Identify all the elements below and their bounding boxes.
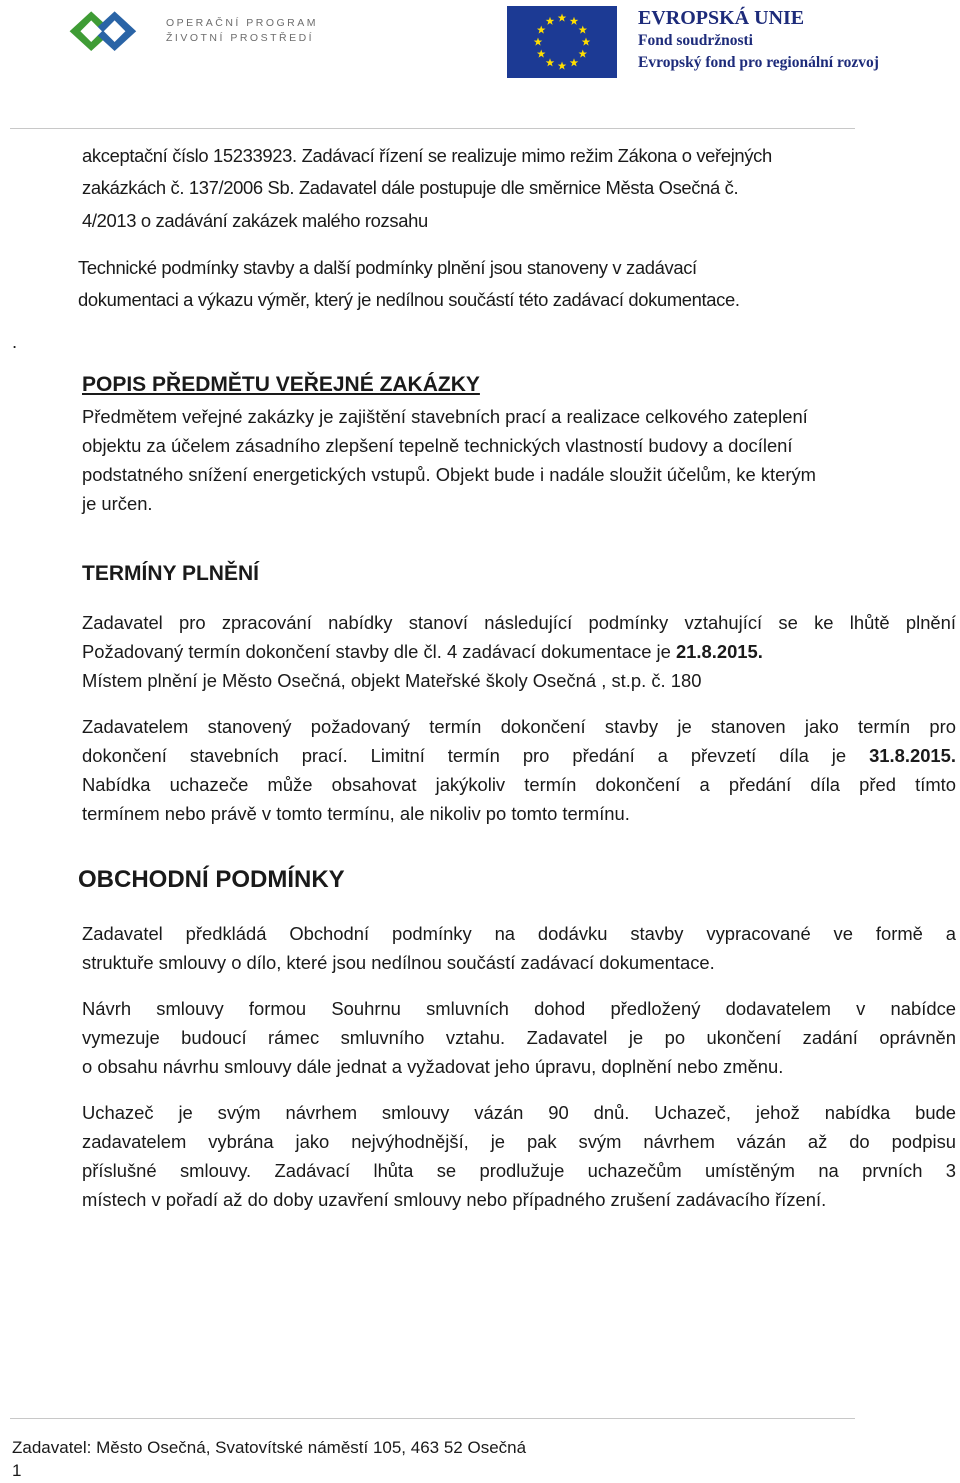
intro-line-5: dokumentaci a výkazu výměr, který je nedílnou součástí této zadávací dokumentace. xyxy=(78,289,740,310)
eu-star-icon xyxy=(582,38,591,46)
eu-star-icon xyxy=(558,14,567,22)
obchodni-p3-line-3: příslušné smlouvy. Zadávací lhůta se prodlužuje uchazečům umístěným na prvních 3 xyxy=(82,1160,956,1181)
handover-date: 31.8.2015. xyxy=(869,745,956,766)
terminy-line-3: Místem plnění je Město Osečná, objekt Mateřské školy Osečná , st.p. č. 180 xyxy=(82,670,702,691)
obchodni-p1-line-2: struktuře smlouvy o dílo, které jsou nedílnou součástí zadávací dokumentace. xyxy=(82,952,715,973)
terminy-p2-line-2 xyxy=(82,741,956,770)
eu-star-icon xyxy=(558,62,567,70)
eu-star-icon xyxy=(546,17,555,25)
intro-line-2: zakázkách č. 137/2006 Sb. Zadavatel dále postupuje dle směrnice Města Osečná č. xyxy=(82,177,739,198)
footer-divider xyxy=(10,1418,855,1419)
completion-date: 21.8.2015. xyxy=(675,641,763,662)
eu-fund-line-1: Fond soudržnosti xyxy=(638,32,753,49)
terminy-p2-line-3: Nabídka uchazeče může obsahovat jakýkoliv termín dokončení a předání díla před tímto xyxy=(82,774,956,795)
popis-line-3: podstatného snížení energetických vstupů. Objekt bude i nadále sloužit účelům, ke kterým xyxy=(82,464,816,485)
eu-star-icon xyxy=(546,58,555,66)
terminy-line-2-text: Požadovaný termín dokončení stavby dle čl. 4 zadávací dokumentace je xyxy=(82,641,676,662)
op-logo-mark-icon xyxy=(66,6,166,54)
eu-star-icon xyxy=(579,26,588,34)
eu-flag-icon xyxy=(507,6,617,78)
eu-star-icon xyxy=(570,17,579,25)
popis-line-1: Předmětem veřejné zakázky je zajištění stavebních prací a realizace celkového zateplení xyxy=(82,406,808,427)
op-line-1: OPERAČNÍ PROGRAM xyxy=(166,17,319,29)
intro-line-3: 4/2013 o zadávání zakázek malého rozsahu xyxy=(82,210,428,231)
page-number: 1 xyxy=(12,1461,22,1480)
terminy-p2-line-1: Zadavatelem stanovený požadovaný termín dokončení stavby je stanoven jako termín pro xyxy=(82,716,956,737)
obchodni-p3-line-4: místech v pořadí až do doby uzavření smlouvy nebo případného zrušení zadávacího řízení. xyxy=(82,1189,827,1210)
eu-star-icon xyxy=(534,38,543,46)
op-line-2: ŽIVOTNÍ PROSTŘEDÍ xyxy=(166,31,315,44)
eu-star-icon xyxy=(537,50,546,58)
popis-line-2: objektu za účelem zásadního zlepšení tepelně technických vlastností budovy a docílení xyxy=(82,435,793,456)
eu-star-icon xyxy=(570,58,579,66)
terminy-p2-line-4: termínem nebo právě v tomto termínu, ale nikoliv po tomto termínu. xyxy=(82,803,630,824)
eu-title: EVROPSKÁ UNIE xyxy=(638,7,805,29)
obchodni-p2-line-3: o obsahu návrhu smlouvy dále jednat a vyžadovat jeho úpravu, doplnění nebo změnu. xyxy=(82,1056,784,1077)
eu-fund-text xyxy=(638,6,879,74)
terminy-line-1: Zadavatel pro zpracování nabídky stanoví následující podmínky vztahující se ke lhůtě plnění xyxy=(82,612,956,633)
footer-address: Zadavatel: Město Osečná, Svatovítské náměstí 105, 463 52 Osečná xyxy=(12,1438,527,1457)
header-divider xyxy=(10,128,855,129)
eu-star-icon xyxy=(537,26,546,34)
terminy-p2-line-2-text: dokončení stavebních prací. Limitní termín pro předání a převzetí díla je xyxy=(82,745,870,766)
obchodni-heading: OBCHODNÍ PODMÍNKY xyxy=(78,866,345,893)
obchodni-p3-line-1: Uchazeč je svým návrhem smlouvy vázán 90 dnů. Uchazeč, jehož nabídka bude xyxy=(82,1102,956,1123)
terminy-line-2 xyxy=(82,637,763,666)
op-program-title xyxy=(166,16,318,45)
popis-heading: POPIS PŘEDMĚTU VEŘEJNÉ ZAKÁZKY xyxy=(82,373,480,396)
terminy-heading: TERMÍNY PLNĚNÍ xyxy=(82,562,259,585)
obchodni-p1-line-1: Zadavatel předkládá Obchodní podmínky na dodávku stavby vypracované ve formě a xyxy=(82,923,956,944)
eu-fund-line-2: Evropský fond pro regionální rozvoj xyxy=(638,54,879,71)
intro-line-1: akceptační číslo 15233923. Zadávací řízení se realizuje mimo režim Zákona o veřejných xyxy=(82,145,772,166)
obchodni-p3-line-2: zadavatelem vybrána jako nejvýhodnější, je pak svým návrhem vázán až do podpisu xyxy=(82,1131,956,1152)
popis-line-4: je určen. xyxy=(82,493,153,514)
eu-star-icon xyxy=(579,50,588,58)
intro-line-4: Technické podmínky stavby a další podmínky plnění jsou stanoveny v zadávací xyxy=(78,257,697,278)
obchodni-p2-line-2: vymezuje budoucí rámec smluvního vztahu. Zadavatel je po ukončení zadání oprávněn xyxy=(82,1027,956,1048)
stray-dot: . xyxy=(12,331,18,352)
obchodni-p2-line-1: Návrh smlouvy formou Souhrnu smluvních dohod předložený dodavatelem v nabídce xyxy=(82,998,956,1019)
